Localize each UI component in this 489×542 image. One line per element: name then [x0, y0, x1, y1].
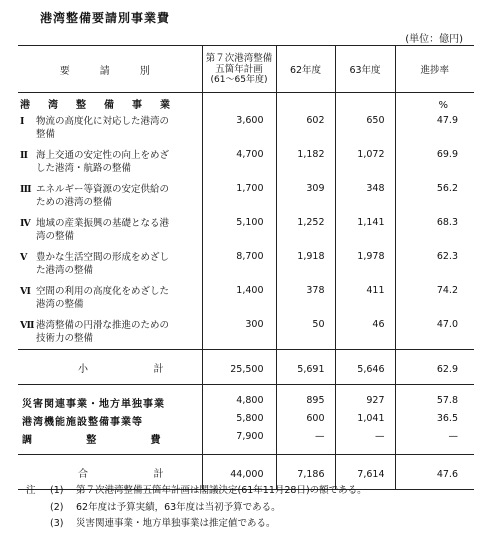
cell-fy63: 1,978 [335, 247, 395, 281]
cell-fy62: 602 [276, 111, 335, 145]
table-row: Ⅳ 地域の産業振興の基礎となる港 湾の整備 5,100 1,252 1,141 68.3 [18, 213, 474, 247]
cell-plan: 7,900 [202, 428, 276, 455]
cell-plan: 5,100 [202, 213, 276, 247]
cell-rate: 36.5 [395, 410, 474, 428]
cell-rate: 47.6 [395, 455, 474, 490]
cell-plan: 1,400 [202, 281, 276, 315]
total-label: 合 計 [78, 468, 164, 480]
cell-plan: 3,600 [202, 111, 276, 145]
cell-rate: 47.9 [395, 111, 474, 145]
cell-rate: 56.2 [395, 179, 474, 213]
cell-plan: 300 [202, 315, 276, 350]
cell-rate: — [395, 428, 474, 455]
notes [26, 483, 367, 533]
unit-label: (単位：億円) [405, 34, 463, 45]
cell-fy63: — [335, 428, 395, 455]
cell-fy62: 600 [276, 410, 335, 428]
cell-fy63: 46 [335, 315, 395, 350]
cell-rate: 69.9 [395, 145, 474, 179]
roman-numeral: Ⅶ [20, 320, 35, 331]
header-fy62: 62年度 [276, 46, 335, 93]
document-title: 港湾整備要請別事業費 [40, 11, 171, 25]
cell-fy63: 927 [335, 385, 395, 411]
roman-numeral: Ⅵ [20, 286, 31, 297]
cell-rate: 62.9 [395, 350, 474, 385]
cell-fy62: 895 [276, 385, 335, 411]
table-row: Ⅰ 物流の高度化に対応した港湾の 整備 3,600 602 650 47.9 [18, 111, 474, 145]
cell-fy62: 50 [276, 315, 335, 350]
roman-numeral: Ⅱ [20, 150, 29, 161]
note-item: 注 (1) 第７次港湾整備五箇年計画は閣議決定(61年11月28日)の額である。 [26, 483, 367, 500]
roman-numeral: Ⅳ [20, 218, 31, 229]
cell-plan: 25,500 [202, 350, 276, 385]
header-five-year-plan: 第７次港湾整備 五箇年計画 (61〜65年度) [202, 46, 276, 93]
roman-numeral: Ⅴ [20, 252, 28, 263]
cell-rate: 68.3 [395, 213, 474, 247]
cell-plan: 4,700 [202, 145, 276, 179]
table-row [18, 410, 474, 428]
table-row: Ⅴ 豊かな生活空間の形成をめざし た港湾の整備 8,700 1,918 1,978 62.3 [18, 247, 474, 281]
percent-unit: % [395, 93, 474, 112]
roman-numeral: Ⅲ [20, 184, 32, 195]
section-label: 港 湾 整 備 事 業 [20, 100, 174, 111]
budget-table [18, 45, 474, 490]
table-header-row [18, 46, 474, 93]
cell-fy63: 7,614 [335, 455, 395, 490]
cell-plan: 1,700 [202, 179, 276, 213]
cell-fy62: 5,691 [276, 350, 335, 385]
cell-fy62: — [276, 428, 335, 455]
note-item: (2) 62年度は予算実績，63年度は当初予算である。 [50, 501, 281, 513]
cell-fy63: 348 [335, 179, 395, 213]
cell-fy63: 411 [335, 281, 395, 315]
section-row [18, 93, 474, 112]
table-row [18, 385, 474, 411]
row-label: 港湾機能施設整備事業等 [22, 417, 143, 428]
cell-fy63: 1,072 [335, 145, 395, 179]
cell-rate: 62.3 [395, 247, 474, 281]
cell-rate: 74.2 [395, 281, 474, 315]
cell-rate: 57.8 [395, 385, 474, 411]
cell-rate: 47.0 [395, 315, 474, 350]
subtotal-row [18, 350, 474, 385]
roman-numeral: Ⅰ [20, 116, 25, 127]
table-row: Ⅵ 空間の利用の高度化をめざした 港湾の整備 1,400 378 411 74.2 [18, 281, 474, 315]
cell-plan: 44,000 [202, 455, 276, 490]
header-progress: 進捗率 [395, 46, 474, 93]
cell-fy62: 1,252 [276, 213, 335, 247]
header-fy63: 63年度 [335, 46, 395, 93]
cell-fy63: 5,646 [335, 350, 395, 385]
cell-fy62: 1,918 [276, 247, 335, 281]
notes-head: 注 [26, 485, 36, 496]
row-label: 災害関連事業・地方単独事業 [22, 399, 165, 410]
cell-fy63: 650 [335, 111, 395, 145]
cell-plan: 8,700 [202, 247, 276, 281]
table-row: Ⅱ 海上交通の安定性の向上をめざ した港湾・航路の整備 4,700 1,182 1,072 69.9 [18, 145, 474, 179]
cell-fy62: 7,186 [276, 455, 335, 490]
table-row: Ⅲ エネルギー等資源の安定供給の ための港湾の整備 1,700 309 348 56.2 [18, 179, 474, 213]
cell-plan: 4,800 [202, 385, 276, 411]
table-row: Ⅶ 港湾整備の円滑な推進のための 技術力の整備 300 50 46 47.0 [18, 315, 474, 350]
subtotal-label: 小 計 [78, 363, 164, 375]
cell-fy62: 378 [276, 281, 335, 315]
note-item: (3) 災害関連事業・地方単独事業は推定値である。 [50, 518, 276, 529]
table-row [18, 428, 474, 455]
adjustment-label: 調 整 費 [22, 435, 162, 446]
cell-fy62: 309 [276, 179, 335, 213]
cell-plan: 5,800 [202, 410, 276, 428]
header-category: 要 請 別 [18, 46, 202, 93]
cell-fy63: 1,141 [335, 213, 395, 247]
cell-fy63: 1,041 [335, 410, 395, 428]
cell-fy62: 1,182 [276, 145, 335, 179]
